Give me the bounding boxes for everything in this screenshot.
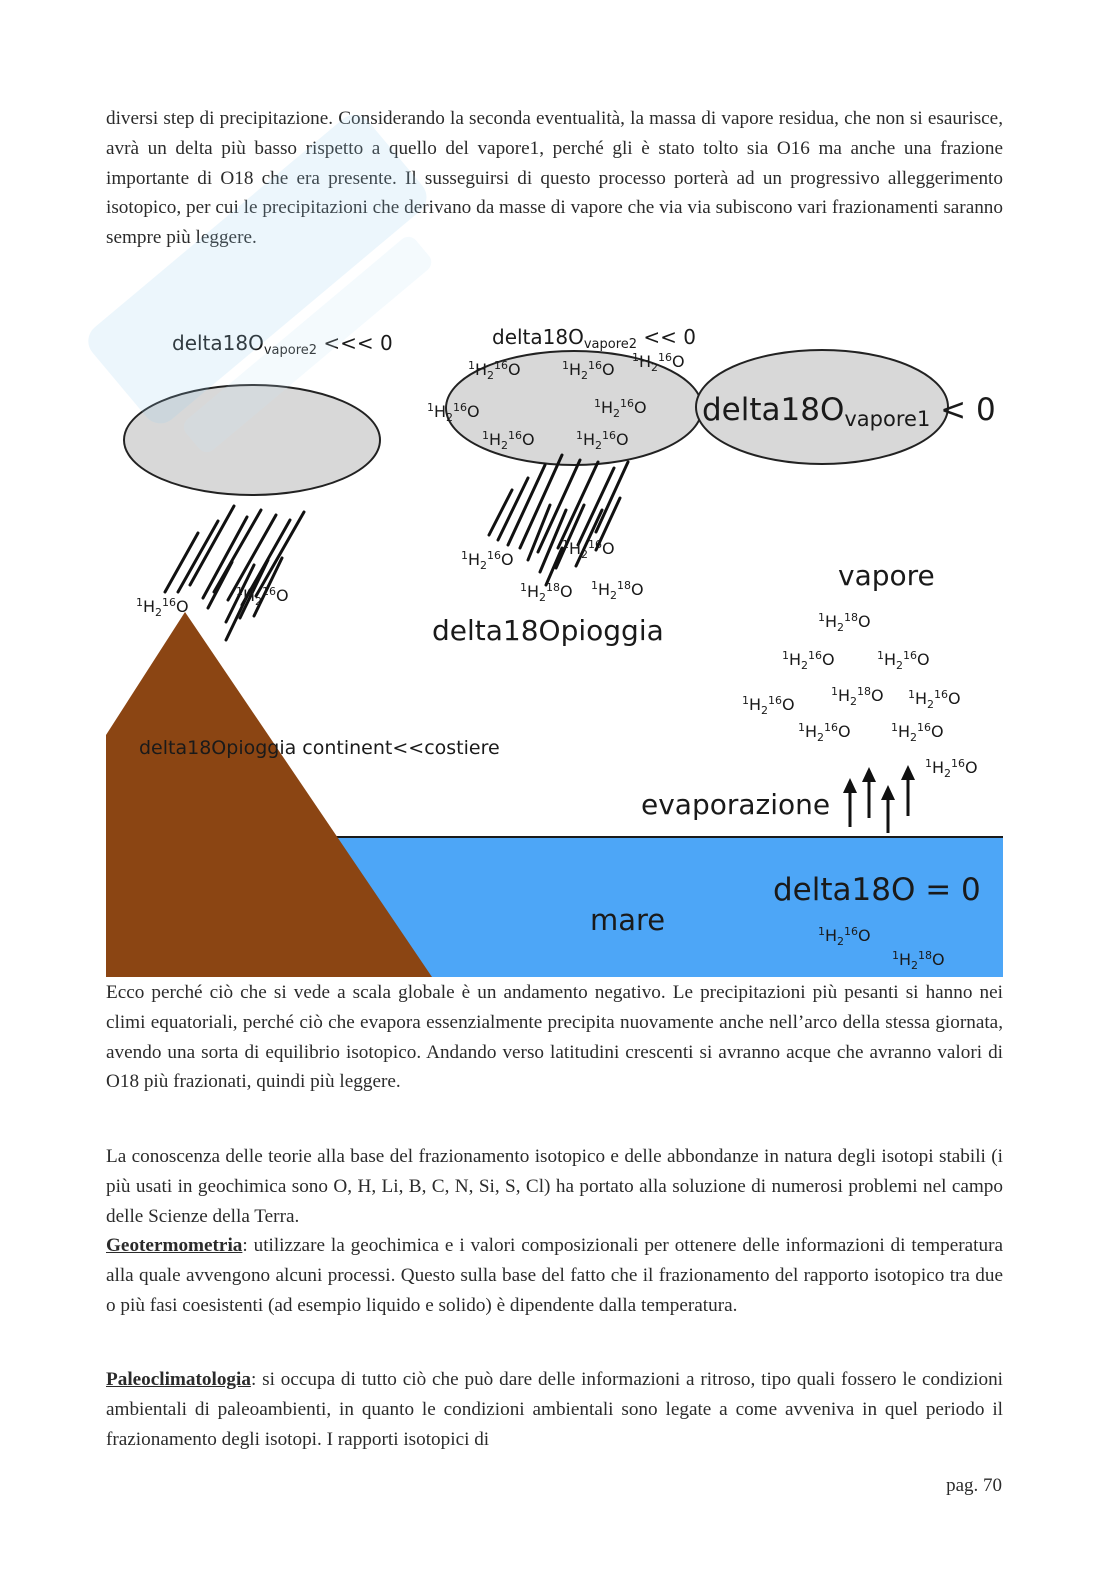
term-geotermometria: Geotermometria xyxy=(106,1235,243,1256)
molecule-h2-16o: $^1H_2^{16}O$ xyxy=(468,359,521,382)
continent-label: delta18Opioggia continent<<costiere xyxy=(139,737,500,759)
molecule-h2-16o: $^1H_2^{16}O$ xyxy=(562,538,615,561)
cloud-middle-label: $delta18O_{vapore2} << 0$ xyxy=(492,325,697,352)
molecule-h2-16o: $^1H_2^{16}O$ xyxy=(562,359,615,382)
cloud-left-label: $delta18O_{vapore2}$ <<< 0 xyxy=(172,331,393,358)
term-paleoclimatologia: Paleoclimatologia xyxy=(106,1369,251,1390)
vapore-label: vapore xyxy=(838,559,935,592)
molecule-h2-18o: $^1H_2^{18}O$ xyxy=(520,581,573,604)
molecule-h2-16o: $^1H_2^{16}O$ xyxy=(236,585,289,608)
paragraph-geotermometria xyxy=(106,1231,1003,1320)
mare-label: mare xyxy=(590,903,666,937)
molecule-h2-18o: $^1H_2^{18}O$ xyxy=(591,579,644,602)
paragraph-3: La conoscenza delle teorie alla base del frazionamento isotopico e delle abbondanze in natura degli isotopi stabili (i più usati in geochimica sono O, H, Li, B, C, N, Si, S, Cl) ha portato alla soluzione di numerosi problemi nel campo delle Scienze della Terra. xyxy=(106,1146,1003,1227)
molecule-h2-18o: $^1H_2^{18}O$ xyxy=(892,949,945,972)
molecule-h2-16o: $^1H_2^{16}O$ xyxy=(818,925,871,948)
molecule-h2-16o: $^1H_2^{16}O$ xyxy=(925,757,978,780)
molecule-h2-16o: $^1H_2^{16}O$ xyxy=(891,721,944,744)
molecule-h2-16o: $^1H_2^{16}O$ xyxy=(908,688,961,711)
molecule-h2-16o: $^1H_2^{16}O$ xyxy=(782,649,835,672)
molecule-h2-16o: $^1H_2^{16}O$ xyxy=(576,429,629,452)
molecule-h2-16o: $^1H_2^{16}O$ xyxy=(427,401,480,424)
molecule-h2-18o: $^1H_2^{18}O$ xyxy=(831,685,884,708)
cloud-left xyxy=(124,385,380,495)
geotermometria-text: : utilizzare la geochimica e i valori composizionali per ottenere delle informazioni di temperatura alla quale avvengono alcuni processi. Questo sulla base del fatto che il frazionamento del rapporto isotopico tra due o più fasi coesistenti (ad esempio liquido e solido) è dipendente dalla temperatura. xyxy=(106,1235,1003,1316)
sea-delta-label: delta18O = 0 xyxy=(773,872,981,908)
molecule-h2-18o: $^1H_2^{18}O$ xyxy=(818,611,871,634)
molecule-h2-16o: $^1H_2^{16}O$ xyxy=(594,397,647,420)
rain-delta-label: delta18Opioggia xyxy=(432,614,664,647)
molecule-h2-16o: $^1H_2^{16}O$ xyxy=(482,429,535,452)
molecule-h2-16o: $^1H_2^{16}O$ xyxy=(877,649,930,672)
mountain xyxy=(106,612,432,977)
paleoclimatologia-text: : si occupa di tutto ciò che può dare delle informazioni a ritroso, tipo quali fossero le condizioni ambientali di paleoambienti, in quanto le condizioni ambientali sono legate a come avveniva in quel periodo il frazionamento degli isotopi. I rapporti isotopici di xyxy=(106,1369,1003,1450)
paragraph-1: diversi step di precipitazione. Considerando la seconda eventualità, la massa di vapore residua, che non si esaurisce, avrà un delta più basso rispetto a quello del vapore1, perché gli è stato tolto sia O16 ma anche una frazione importante di O18 che era presente. Il susseguirsi di questo processo porterà ad un progressivo alleggerimento isotopico, per cui le precipitazioni che derivano da masse di vapore che via via subiscono vari frazionamenti saranno sempre più leggere. xyxy=(106,108,1003,249)
paragraph-paleoclimatologia xyxy=(106,1365,1003,1454)
molecule-h2-16o: $^1H_2^{16}O$ xyxy=(632,351,685,374)
page-number: pag. 70 xyxy=(946,1475,1002,1496)
molecule-h2-16o: $^1H_2^{16}O$ xyxy=(798,721,851,744)
molecule-h2-16o: $^1H_2^{16}O$ xyxy=(136,596,189,619)
evaporation-arrows xyxy=(843,765,915,833)
molecule-h2-16o: $^1H_2^{16}O$ xyxy=(461,549,514,572)
paragraph-2: Ecco perché ciò che si vede a scala globale è un andamento negativo. Le precipitazioni più pesanti si hanno nei climi equatoriali, perché ciò che evapora essenzialmente precipita nuovamente anche nell’arco della stessa giornata, avendo una sorta di equilibrio isotopico. Andando verso latitudini crescenti si avranno acque che avranno valori di O18 più frazionati, quindi più leggere. xyxy=(106,982,1003,1093)
evaporazione-label: evaporazione xyxy=(641,788,831,821)
cloud-right-label: delta18Ovapore1 < 0 xyxy=(702,392,996,431)
molecule-h2-16o: $^1H_2^{16}O$ xyxy=(742,694,795,717)
